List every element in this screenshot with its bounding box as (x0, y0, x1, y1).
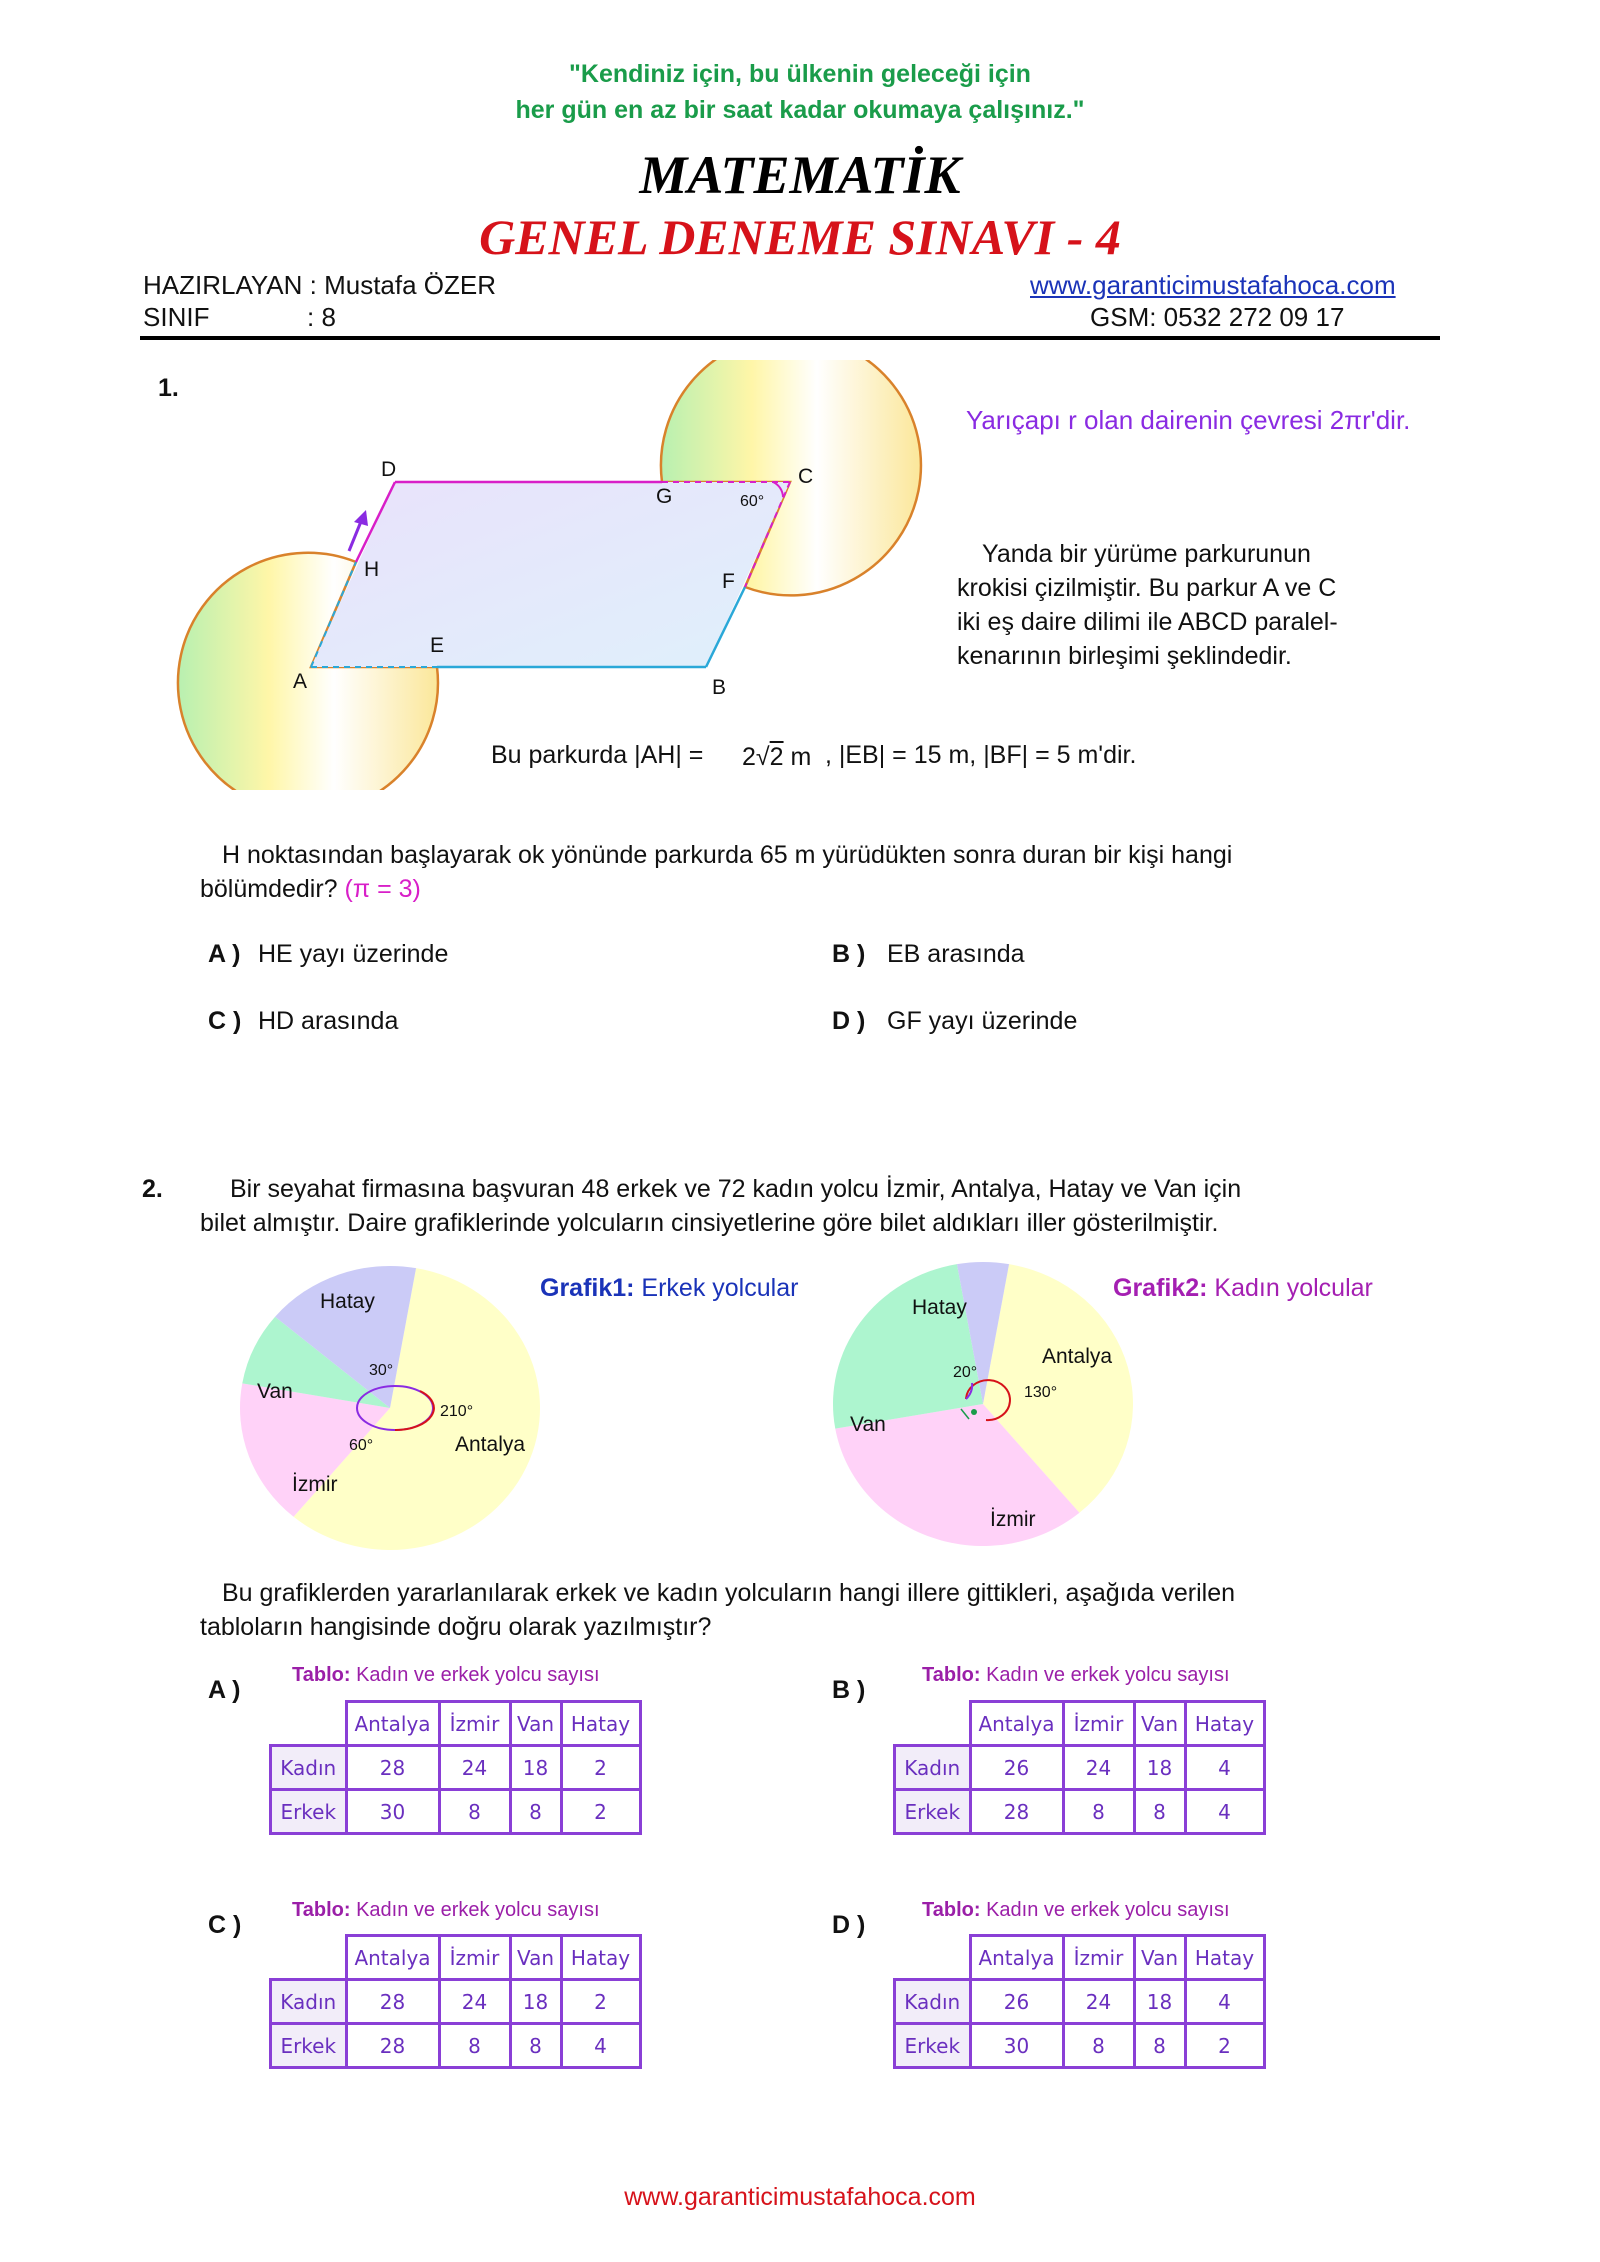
table-row (271, 2024, 641, 2068)
table-row-header: Erkek (895, 2024, 971, 2068)
q2-intro-line-1: Bir seyahat firmasına başvuran 48 erkek ve 72 kadın yolcu İzmir, Antalya, Hatay ve Van için (230, 1175, 1242, 1203)
question-2-number: 2. (142, 1175, 163, 1203)
table-row-header: Erkek (271, 1790, 347, 1834)
q1-option-a-text[interactable]: HE yayı üzerinde (258, 940, 449, 968)
chart1-angle-60: 60° (349, 1437, 374, 1454)
point-label-a: A (293, 670, 308, 693)
table-cell: 28 (970, 1790, 1063, 1834)
table-cell: 28 (346, 2024, 439, 2068)
gsm-number: GSM: 0532 272 09 17 (1090, 302, 1345, 332)
table-column-header: Hatay (1185, 1936, 1264, 1980)
table-cell: 24 (439, 1746, 510, 1790)
table-cell: 26 (970, 1746, 1063, 1790)
author-label: HAZIRLAYAN : Mustafa ÖZER (143, 270, 497, 300)
q1-option-c-text[interactable]: HD arasında (258, 1007, 399, 1035)
q1-question-line-2: bölümdedir? (π = 3) (200, 875, 421, 903)
table-row-header: Kadın (271, 1746, 347, 1790)
q1-option-c-letter[interactable]: C ) (208, 1007, 242, 1035)
table-row (271, 1746, 641, 1790)
footer-website[interactable]: www.garanticimustafahoca.com (624, 2183, 976, 2211)
table-cell: 8 (439, 2024, 510, 2068)
website-link[interactable]: www.garanticimustafahoca.com (1030, 270, 1396, 300)
q2-question-line-2: tabloların hangisinde doğru olarak yazılmıştır? (200, 1613, 712, 1641)
point-label-g: G (656, 485, 673, 508)
table-column-header: Antalya (346, 1936, 439, 1980)
class-value: : 8 (307, 302, 336, 332)
table-column-header: İzmir (439, 1936, 510, 1980)
q2-option-c-table[interactable] (269, 1934, 642, 2069)
table-cell: 18 (510, 1746, 561, 1790)
table-column-header: Van (1134, 1936, 1185, 1980)
subject-title: MATEMATİK (639, 145, 961, 205)
chart2-title: Grafik2: Kadın yolcular (1113, 1274, 1373, 1302)
chart2-angle-130: 130° (1024, 1384, 1058, 1401)
q2-option-c-table-title: Tablo: Kadın ve erkek yolcu sayısı (292, 1899, 600, 1921)
q1-given-root: 2√2 m (742, 743, 812, 771)
table-column-header: Antalya (970, 1702, 1063, 1746)
table-row-header: Erkek (895, 1790, 971, 1834)
table-column-header: İzmir (439, 1702, 510, 1746)
table-cell: 8 (1063, 2024, 1134, 2068)
table-cell: 28 (346, 1980, 439, 2024)
table-column-header: İzmir (1063, 1936, 1134, 1980)
pie2-slice-van (833, 1264, 983, 1429)
chart2-label-antalya: Antalya (1042, 1345, 1113, 1368)
table-cell: 26 (970, 1980, 1063, 2024)
q1-given-suffix: , |EB| = 15 m, |BF| = 5 m'dir. (825, 741, 1137, 769)
table-column-header: İzmir (1063, 1702, 1134, 1746)
table-column-header: Van (510, 1936, 561, 1980)
table-cell: 8 (1134, 1790, 1185, 1834)
table-cell: 30 (970, 2024, 1063, 2068)
table-column-header: Hatay (561, 1702, 640, 1746)
table-cell: 24 (1063, 1746, 1134, 1790)
table-column-header: Antalya (346, 1702, 439, 1746)
q1-desc-line-3: iki eş daire dilimi ile ABCD paralel- (957, 608, 1338, 636)
q1-given-prefix: Bu parkurda |AH| = (491, 741, 704, 769)
table-cell: 8 (510, 2024, 561, 2068)
table-cell: 2 (1185, 2024, 1264, 2068)
table-cell: 18 (1134, 1980, 1185, 2024)
table-row-header: Kadın (895, 1746, 971, 1790)
table-row (895, 1746, 1265, 1790)
table-cell: 30 (346, 1790, 439, 1834)
table-row (895, 1980, 1265, 2024)
chart1-label-hatay: Hatay (320, 1290, 375, 1313)
q1-option-b-letter[interactable]: B ) (832, 940, 866, 968)
table-column-header: Antalya (970, 1936, 1063, 1980)
chart2-label-izmir: İzmir (990, 1508, 1036, 1531)
q1-desc-line-1: Yanda bir yürüme parkurunun (982, 540, 1311, 568)
q1-option-a-letter[interactable]: A ) (208, 940, 241, 968)
point-label-h: H (364, 558, 380, 581)
q1-question-line-1: H noktasından başlayarak ok yönünde parkurda 65 m yürüdükten sonra duran bir kişi hangi (222, 841, 1233, 869)
table-column-header: Van (510, 1702, 561, 1746)
q2-option-a-table[interactable] (269, 1700, 642, 1835)
table-row-header: Kadın (271, 1980, 347, 2024)
q1-park-figure (160, 360, 940, 790)
table-column-header: Van (1134, 1702, 1185, 1746)
point-label-f: F (722, 570, 735, 593)
table-cell: 8 (1063, 1790, 1134, 1834)
chart2-label-van: Van (850, 1413, 886, 1436)
chart1-angle-210: 210° (440, 1403, 474, 1420)
class-label: SINIF (143, 302, 210, 332)
table-row (895, 2024, 1265, 2068)
table-cell: 28 (346, 1746, 439, 1790)
q1-option-b-text[interactable]: EB arasında (887, 940, 1025, 968)
table-cell: 2 (561, 1790, 640, 1834)
table-cell: 4 (561, 2024, 640, 2068)
q1-desc-line-2: krokisi çizilmiştir. Bu parkur A ve C (957, 574, 1337, 602)
motto-line-1: "Kendiniz için, bu ülkenin geleceği için (569, 60, 1031, 88)
q2-option-d-table-title: Tablo: Kadın ve erkek yolcu sayısı (922, 1899, 1230, 1921)
chart1-title: Grafik1: Erkek yolcular (540, 1274, 799, 1302)
q2-intro-line-2: bilet almıştır. Daire grafiklerinde yolcuların cinsiyetlerine göre bilet aldıkları iller gösterilmiştir. (200, 1209, 1219, 1237)
pie-chart-erkek (230, 1260, 560, 1560)
table-cell: 8 (510, 1790, 561, 1834)
table-cell: 18 (510, 1980, 561, 2024)
question-1-number: 1. (158, 374, 179, 402)
chart1-label-izmir: İzmir (292, 1473, 338, 1496)
table-cell: 4 (1185, 1980, 1264, 2024)
q2-question-line-1: Bu grafiklerden yararlanılarak erkek ve kadın yolcuların hangi illere gittikleri, aşağıda verilen (222, 1579, 1236, 1607)
angle-label-60: 60° (740, 493, 765, 510)
point-label-c: C (798, 465, 814, 488)
table-cell: 8 (439, 1790, 510, 1834)
q2-option-d-letter[interactable]: D ) (832, 1911, 866, 1939)
chart1-label-antalya: Antalya (455, 1433, 526, 1456)
q2-option-d-table[interactable] (893, 1934, 1266, 2069)
exam-title: GENEL DENEME SINAVI - 4 (479, 209, 1121, 265)
table-row (271, 1980, 641, 2024)
table-cell: 18 (1134, 1746, 1185, 1790)
point-label-d: D (381, 458, 397, 481)
table-cell: 2 (561, 1980, 640, 2024)
circle-hint: Yarıçapı r olan dairenin çevresi 2πr'dir. (966, 405, 1411, 435)
header-divider (140, 336, 1440, 340)
q2-option-b-table[interactable] (893, 1700, 1266, 1835)
q2-option-a-letter[interactable]: A ) (208, 1676, 241, 1704)
q2-option-c-letter[interactable]: C ) (208, 1911, 242, 1939)
point-label-b: B (712, 676, 727, 699)
q1-option-d-letter[interactable]: D ) (832, 1007, 866, 1035)
q2-option-b-table-title: Tablo: Kadın ve erkek yolcu sayısı (922, 1664, 1230, 1686)
table-row (895, 1790, 1265, 1834)
table-cell: 24 (1063, 1980, 1134, 2024)
table-row-header: Kadın (895, 1980, 971, 2024)
q2-option-b-letter[interactable]: B ) (832, 1676, 866, 1704)
table-cell: 8 (1134, 2024, 1185, 2068)
q1-option-d-text[interactable]: GF yayı üzerinde (887, 1007, 1078, 1035)
table-cell: 2 (561, 1746, 640, 1790)
point-label-e: E (430, 634, 445, 657)
chart2-label-hatay: Hatay (912, 1296, 967, 1319)
table-cell: 4 (1185, 1790, 1264, 1834)
chart1-label-van: Van (257, 1380, 293, 1403)
table-row (271, 1790, 641, 1834)
pie-chart-kadin (820, 1260, 1150, 1560)
table-cell: 4 (1185, 1746, 1264, 1790)
table-column-header: Hatay (1185, 1702, 1264, 1746)
q2-option-a-table-title: Tablo: Kadın ve erkek yolcu sayısı (292, 1664, 600, 1686)
chart1-angle-30: 30° (369, 1362, 394, 1379)
table-cell: 24 (439, 1980, 510, 2024)
table-column-header: Hatay (561, 1936, 640, 1980)
table-row-header: Erkek (271, 2024, 347, 2068)
q1-desc-line-4: kenarının birleşimi şeklindedir. (957, 642, 1292, 670)
motto-line-2: her gün en az bir saat kadar okumaya çalışınız." (515, 96, 1085, 124)
chart2-angle-20: 20° (953, 1364, 978, 1381)
